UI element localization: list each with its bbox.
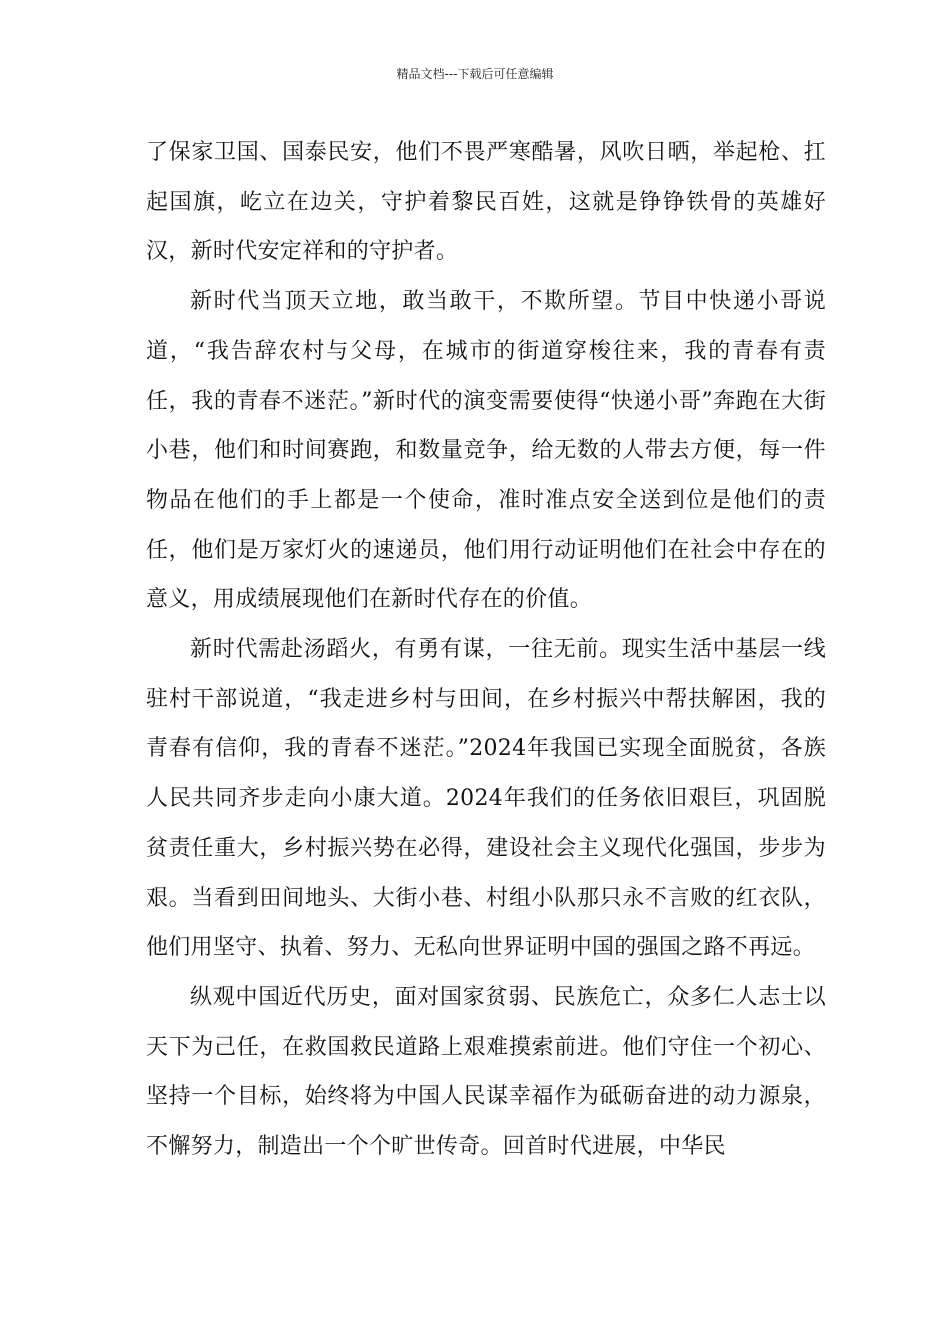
paragraph-history: 纵观中国近代历史，面对国家贫弱、民族危亡，众多仁人志士以天下为己任，在救国救民道路上艰难摸索前进。他们守住一个初心、坚持一个目标，始终将为中国人民谋幸福作为砥砺奋进的动力源泉，不懈努力，制造出一个个旷世传奇。回首时代进展，中华民 [146,984,826,1160]
paragraph-continuation: 了保家卫国、国泰民安，他们不畏严寒酷暑，风吹日晒，举起枪、扛起国旗，屹立在边关，守护着黎民百姓，这就是铮铮铁骨的英雄好汉，新时代安定祥和的守护者。 [146,140,826,265]
page-header: 精品文档---下载后可任意编辑 [396,67,554,81]
document-body [146,128,826,1172]
paragraph-village-cadre: 新时代需赴汤蹈火，有勇有谋，一往无前。现实生活中基层一线驻村干部说道，“我走进乡村与田间，在乡村振兴中帮扶解困，我的青春有信仰，我的青春不迷茫。”2024年我国已实现全面脱贫，各族人民共同齐步走向小康大道。2024年我们的任务依旧艰巨，巩固脱贫责任重大，乡村振兴势在必得，建设社会主义现代化强国，步步为艰。当看到田间地头、大街小巷、村组小队那只永不言败的红衣队，他们用坚守、执着、努力、无私向世界证明中国的强国之路不再远。 [146,637,826,961]
paragraph-courier: 新时代当顶天立地，敢当敢干，不欺所望。节目中快递小哥说道，“我告辞农村与父母，在城市的街道穿梭往来，我的青春有责任，我的青春不迷茫。”新时代的演变需要使得“快递小哥”奔跑在大街小巷，他们和时间赛跑，和数量竞争，给无数的人带去方便，每一件物品在他们的手上都是一个使命，准时准点安全送到位是他们的责任，他们是万家灯火的速递员，他们用行动证明他们在社会中存在的意义，用成绩展现他们在新时代存在的价值。 [146,289,826,613]
